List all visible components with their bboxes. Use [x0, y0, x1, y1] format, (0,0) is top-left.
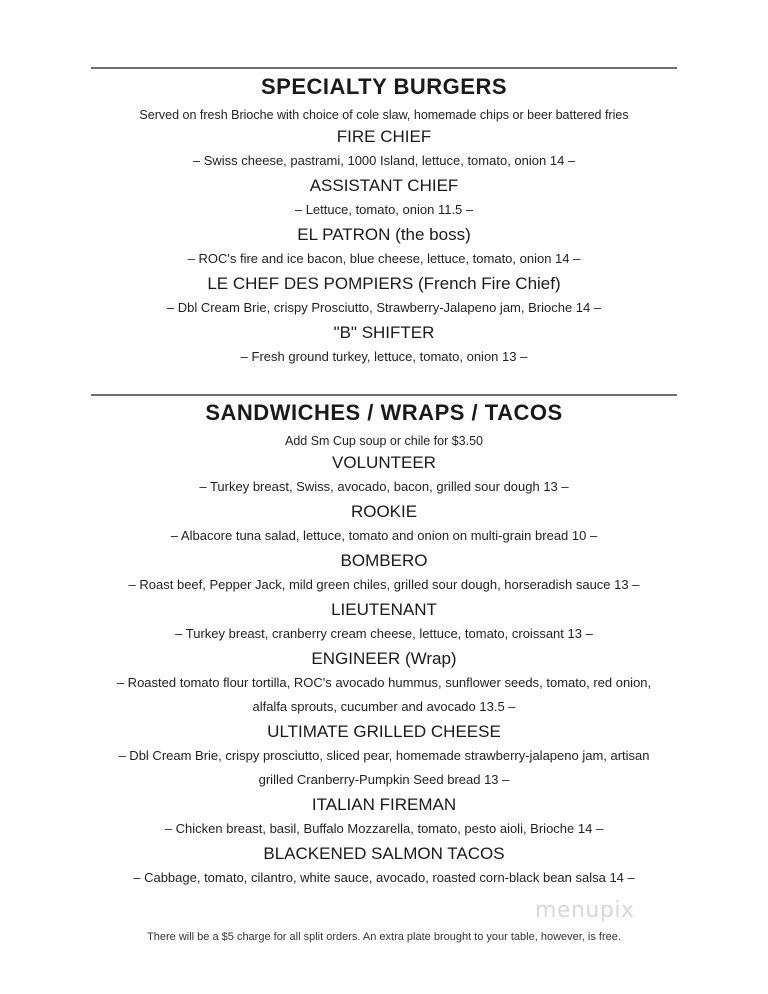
item-description: – Albacore tuna salad, lettuce, tomato and onion on multi-grain bread 10 – — [170, 528, 598, 543]
item-name: VOLUNTEER — [332, 453, 436, 472]
item-name: "B" SHIFTER — [333, 323, 435, 342]
item-name: FIRE CHIEF — [336, 127, 432, 146]
item-description: – Roasted tomato flour tortilla, ROC's avocado hummus, sunflower seeds, tomato, red onion, alfalfa sprouts, cucumber and avocado 13.5 – — [116, 675, 652, 714]
menu-item — [0, 548, 768, 597]
menu-item — [0, 646, 768, 719]
item-name: LE CHEF DES POMPIERS (French Fire Chief) — [207, 274, 561, 293]
section-divider — [91, 394, 677, 396]
section-note: Add Sm Cup soup or chile for $3.50 — [284, 434, 484, 448]
item-description: – Turkey breast, Swiss, avocado, bacon, grilled sour dough 13 – — [199, 479, 569, 494]
section-divider — [91, 67, 677, 69]
item-name: BOMBERO — [340, 551, 428, 570]
item-description: – ROC's fire and ice bacon, blue cheese, lettuce, tomato, onion 14 – — [187, 251, 581, 266]
item-description: – Dbl Cream Brie, crispy prosciutto, sliced pear, homemade strawberry-jalapeno jam, artisan grilled Cranberry-Pumpkin Seed bread 13 – — [118, 748, 650, 787]
item-description: – Lettuce, tomato, onion 11.5 – — [294, 202, 474, 217]
menu-item — [0, 124, 768, 173]
item-description: – Swiss cheese, pastrami, 1000 Island, lettuce, tomato, onion 14 – — [192, 153, 576, 168]
item-name: BLACKENED SALMON TACOS — [263, 844, 505, 863]
item-description: – Dbl Cream Brie, crispy Prosciutto, Strawberry-Jalapeno jam, Brioche 14 – — [166, 300, 602, 315]
section-title: SPECIALTY BURGERS — [260, 74, 508, 99]
menu-item — [0, 450, 768, 499]
item-description: – Roast beef, Pepper Jack, mild green chiles, grilled sour dough, horseradish sauce 13 – — [128, 577, 640, 592]
menu-item — [0, 719, 768, 792]
menu-item — [0, 792, 768, 841]
section-sandwiches-wraps-tacos — [0, 398, 768, 890]
item-name: ULTIMATE GRILLED CHEESE — [267, 722, 501, 741]
menupix-watermark: menupix — [535, 898, 635, 923]
menu-item — [0, 841, 768, 890]
section-title: SANDWICHES / WRAPS / TACOS — [205, 400, 563, 425]
item-description: – Fresh ground turkey, lettuce, tomato, onion 13 – — [240, 349, 528, 364]
split-order-notice: There will be a $5 charge for all split orders. An extra plate brought to your table, however, is free. — [147, 931, 621, 943]
item-name: EL PATRON (the boss) — [297, 225, 471, 244]
item-name: LIEUTENANT — [331, 600, 437, 619]
menu-item — [0, 222, 768, 271]
item-description: – Chicken breast, basil, Buffalo Mozzarella, tomato, pesto aioli, Brioche 14 – — [164, 821, 604, 836]
section-note: Served on fresh Brioche with choice of cole slaw, homemade chips or beer battered fries — [139, 108, 629, 122]
item-description: – Cabbage, tomato, cilantro, white sauce, avocado, roasted corn-black bean salsa 14 – — [133, 870, 635, 885]
menu-item — [0, 499, 768, 548]
item-name: ROOKIE — [350, 502, 418, 521]
item-description: – Turkey breast, cranberry cream cheese, lettuce, tomato, croissant 13 – — [175, 626, 593, 641]
item-name: ENGINEER (Wrap) — [311, 649, 457, 668]
item-name: ITALIAN FIREMAN — [311, 795, 457, 814]
section-specialty-burgers — [0, 72, 768, 369]
menu-item — [0, 173, 768, 222]
menu-item — [0, 597, 768, 646]
item-name: ASSISTANT CHIEF — [309, 176, 459, 195]
menu-item — [0, 320, 768, 369]
menu-item — [0, 271, 768, 320]
